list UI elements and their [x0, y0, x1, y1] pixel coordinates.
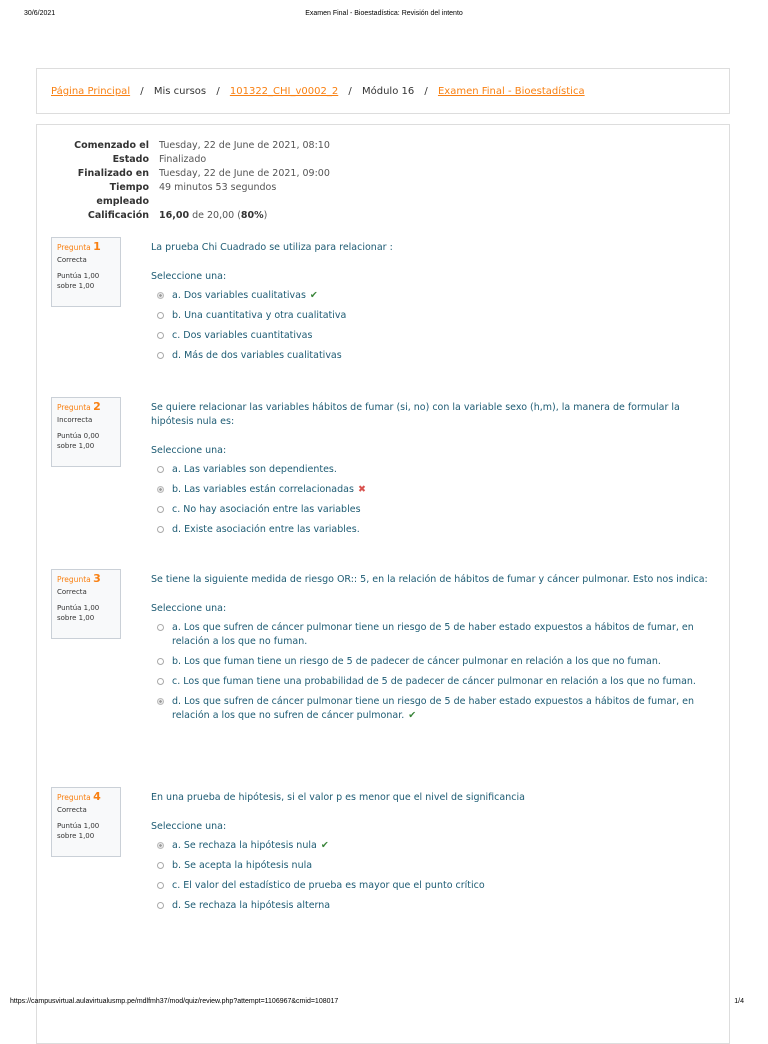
question-info-box — [51, 237, 121, 307]
breadcrumb-separator: / — [140, 86, 144, 97]
question-grade-line2: sobre 1,00 — [57, 614, 95, 622]
time-label — [37, 181, 159, 209]
question-info-box — [51, 787, 121, 857]
print-page-number: 1/4 — [734, 998, 744, 1005]
answer-option[interactable] — [151, 289, 711, 303]
radio-button[interactable] — [157, 624, 164, 631]
print-footer — [0, 998, 768, 1010]
print-title: Examen Final - Bioestadística: Revisión del intento — [305, 10, 463, 17]
breadcrumb-separator: / — [348, 86, 352, 97]
radio-button[interactable] — [157, 312, 164, 319]
started-value: Tuesday, 22 de June de 2021, 08:10 — [159, 140, 330, 151]
correct-check-icon: ✔ — [309, 290, 318, 301]
question-grade-line1: Puntúa 1,00 — [57, 604, 100, 612]
question-info-box — [51, 397, 121, 467]
question-content — [151, 237, 711, 363]
answer-option-text: c. Los que fuman tiene una probabilidad de 5 de padecer de cáncer pulmonar en relación a los que no fuman. — [172, 676, 696, 687]
time-value: 49 minutos 53 segundos — [159, 182, 277, 193]
answer-option-text: b. Se acepta la hipótesis nula — [172, 860, 313, 871]
radio-button[interactable] — [157, 678, 164, 685]
grade-label: Calificación — [87, 210, 149, 221]
breadcrumb-separator: / — [424, 86, 428, 97]
select-one-prompt: Seleccione una: — [151, 821, 227, 832]
grade-percent: 80% — [240, 210, 264, 221]
question-text: Se quiere relacionar las variables hábitos de fumar (si, no) con la variable sexo (h,m), la manera de formular la hipótesis nula es: — [151, 402, 680, 427]
question-label: Pregunta — [57, 243, 91, 252]
started-label: Comenzado el — [74, 140, 149, 151]
time-label-line1: Tiempo — [109, 182, 149, 193]
question-grade — [57, 271, 115, 291]
answer-option[interactable] — [151, 621, 711, 649]
answer-option-text: a. Los que sufren de cáncer pulmonar tiene un riesgo de 5 de haber estado expuestos a hábitos de fumar, en relación a los que no fuman. — [172, 622, 694, 647]
question-grade-line2: sobre 1,00 — [57, 832, 95, 840]
question-label: Pregunta — [57, 403, 91, 412]
answer-option-text: a. Las variables son dependientes. — [172, 464, 337, 475]
question-state: Correcta — [57, 256, 87, 264]
answer-option-text: a. Se rechaza la hipótesis nula — [172, 840, 317, 851]
radio-button[interactable] — [157, 292, 164, 299]
radio-button[interactable] — [157, 526, 164, 533]
radio-button[interactable] — [157, 506, 164, 513]
breadcrumb-quiz-link[interactable]: Examen Final - Bioestadística — [437, 86, 585, 97]
radio-button[interactable] — [157, 352, 164, 359]
question-state: Incorrecta — [57, 416, 93, 424]
question-state: Correcta — [57, 588, 87, 596]
question-text: Se tiene la siguiente medida de riesgo OR:: 5, en la relación de hábitos de fumar y cáncer pulmonar. Esto nos indica: — [151, 574, 708, 585]
answer-option-text: b. Las variables están correlacionadas — [172, 484, 354, 495]
answer-option-text: d. Existe asociación entre las variables. — [172, 524, 360, 535]
answer-option[interactable] — [151, 675, 711, 689]
state-value: Finalizado — [159, 154, 207, 165]
answer-option[interactable] — [151, 463, 711, 477]
grade-close: ) — [263, 210, 268, 221]
question-number-value: 4 — [93, 790, 101, 803]
question-content — [151, 397, 711, 537]
question-number-value: 1 — [93, 240, 101, 253]
radio-button[interactable] — [157, 332, 164, 339]
quiz-review-region — [36, 124, 730, 1044]
grade-of: de 20,00 ( — [192, 210, 241, 221]
question-text: La prueba Chi Cuadrado se utiliza para relacionar : — [151, 242, 393, 253]
select-one-prompt: Seleccione una: — [151, 445, 227, 456]
print-url: https://campusvirtual.aulavirtualusmp.pe/mdlfmh37/mod/quiz/review.php?attempt=1106967&cmid=108017 — [10, 998, 339, 1005]
breadcrumb — [36, 68, 730, 114]
breadcrumb-home-link[interactable]: Página Principal — [51, 86, 131, 97]
time-label-line2: empleado — [96, 196, 149, 207]
answer-option[interactable] — [151, 879, 711, 893]
grade-value — [159, 209, 267, 223]
answer-option[interactable] — [151, 503, 711, 517]
finished-label: Finalizado en — [77, 168, 149, 179]
correct-check-icon: ✔ — [320, 840, 329, 851]
answer-option[interactable] — [151, 695, 711, 723]
answer-option-text: d. Se rechaza la hipótesis alterna — [172, 900, 331, 911]
print-date: 30/6/2021 — [24, 10, 56, 17]
breadcrumb-course-link[interactable]: 101322_CHI_v0002_2 — [229, 86, 339, 97]
answer-options — [151, 289, 711, 363]
radio-button[interactable] — [157, 862, 164, 869]
answer-option[interactable] — [151, 349, 711, 363]
incorrect-cross-icon: ✖ — [357, 484, 366, 495]
question-grade — [57, 821, 115, 841]
question-label: Pregunta — [57, 575, 91, 584]
answer-option-text: d. Los que sufren de cáncer pulmonar tiene un riesgo de 5 de haber estado expuestos a hábitos de fumar, en relación a los que no sufren de cáncer pulmonar. — [172, 696, 694, 721]
answer-option-text: c. No hay asociación entre las variables — [172, 504, 361, 515]
question-text: En una prueba de hipótesis, si el valor p es menor que el nivel de significancia — [151, 792, 525, 803]
answer-option[interactable] — [151, 839, 711, 853]
breadcrumb-mycourses: Mis cursos — [153, 86, 207, 97]
answer-option-text: b. Una cuantitativa y otra cualitativa — [172, 310, 347, 321]
question-grade-line1: Puntúa 0,00 — [57, 432, 100, 440]
radio-button[interactable] — [157, 842, 164, 849]
answer-option[interactable] — [151, 329, 711, 343]
question-grade-line1: Puntúa 1,00 — [57, 822, 100, 830]
answer-option-text: d. Más de dos variables cualitativas — [172, 350, 342, 361]
question-info-box — [51, 569, 121, 639]
answer-option-text: c. Dos variables cuantitativas — [172, 330, 313, 341]
state-label: Estado — [112, 154, 149, 165]
radio-button[interactable] — [157, 698, 164, 705]
question-number-value: 2 — [93, 400, 101, 413]
question-grade-line2: sobre 1,00 — [57, 282, 95, 290]
question-number — [57, 574, 115, 585]
breadcrumb-module: Módulo 16 — [361, 86, 415, 97]
print-header — [0, 10, 768, 24]
answer-option[interactable] — [151, 309, 711, 323]
answer-options — [151, 463, 711, 537]
question-number — [57, 242, 115, 253]
question-grade — [57, 431, 115, 451]
radio-button[interactable] — [157, 882, 164, 889]
radio-button[interactable] — [157, 466, 164, 473]
attempt-summary-table — [37, 139, 330, 223]
answer-option[interactable] — [151, 483, 711, 497]
breadcrumb-separator: / — [216, 86, 220, 97]
answer-options — [151, 621, 711, 723]
question-state: Correcta — [57, 806, 87, 814]
radio-button[interactable] — [157, 486, 164, 493]
question-grade-line2: sobre 1,00 — [57, 442, 95, 450]
answer-option[interactable] — [151, 859, 711, 873]
grade-score: 16,00 — [159, 210, 190, 221]
question-label: Pregunta — [57, 793, 91, 802]
question-content — [151, 787, 711, 913]
question-content — [151, 569, 711, 723]
select-one-prompt: Seleccione una: — [151, 271, 227, 282]
answer-option[interactable] — [151, 655, 711, 669]
question-number — [57, 402, 115, 413]
answer-options — [151, 839, 711, 913]
finished-value: Tuesday, 22 de June de 2021, 09:00 — [159, 168, 330, 179]
correct-check-icon: ✔ — [408, 710, 417, 721]
select-one-prompt: Seleccione una: — [151, 603, 227, 614]
question-grade-line1: Puntúa 1,00 — [57, 272, 100, 280]
answer-option[interactable] — [151, 899, 711, 913]
radio-button[interactable] — [157, 658, 164, 665]
answer-option-text: b. Los que fuman tiene un riesgo de 5 de padecer de cáncer pulmonar en relación a los que no fuman. — [172, 656, 661, 667]
question-number-value: 3 — [93, 572, 101, 585]
answer-option-text: c. El valor del estadístico de prueba es mayor que el punto crítico — [172, 880, 485, 891]
question-number — [57, 792, 115, 803]
answer-option[interactable] — [151, 523, 711, 537]
radio-button[interactable] — [157, 902, 164, 909]
answer-option-text: a. Dos variables cualitativas — [172, 290, 306, 301]
question-grade — [57, 603, 115, 623]
